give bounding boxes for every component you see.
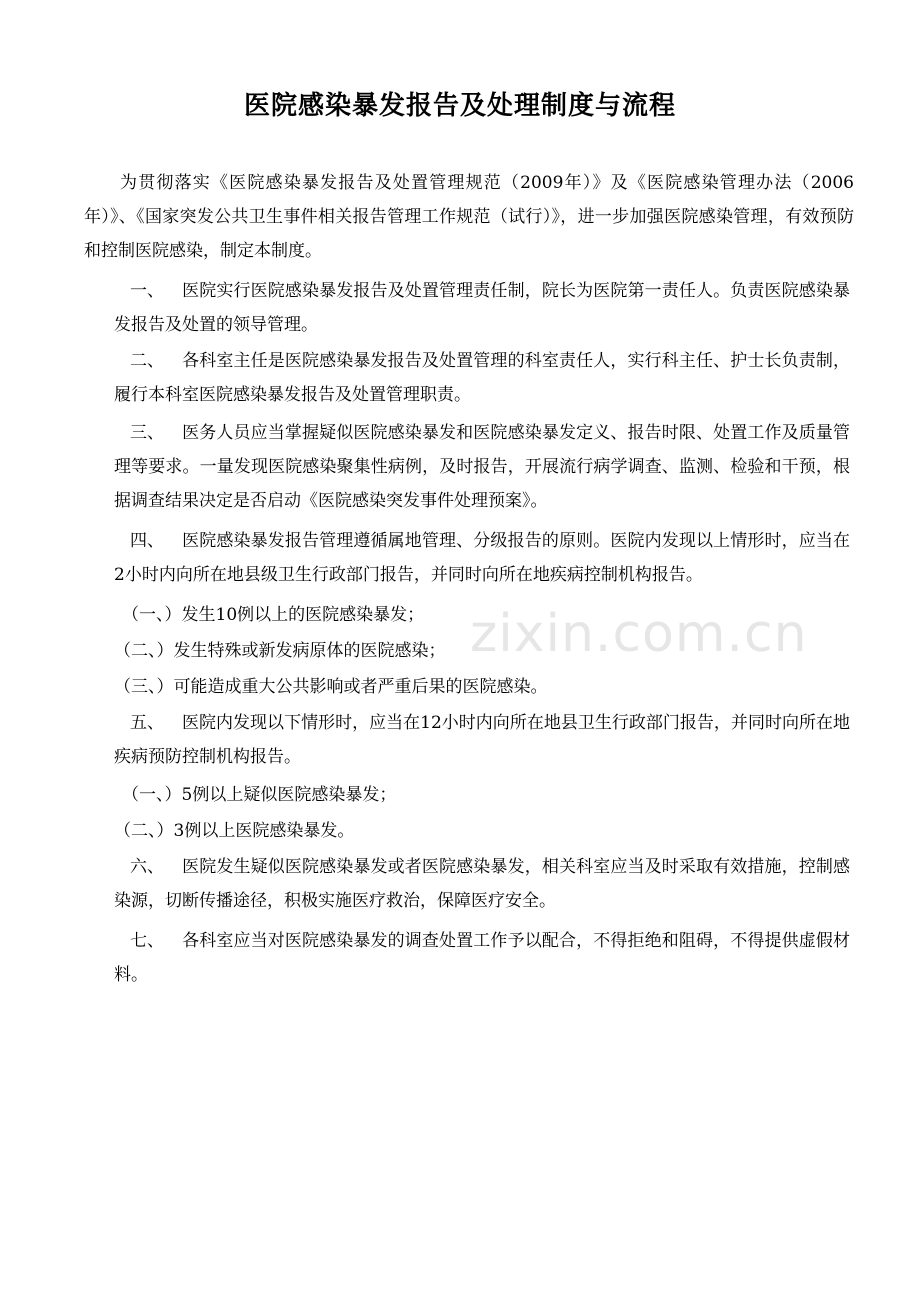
clause-number: 五、 xyxy=(130,713,164,733)
clause-7 xyxy=(114,924,850,992)
clause-number: 三、 xyxy=(130,423,164,443)
clause-text: 各科室主任是医院感染暴发报告及处置管理的科室责任人，实行科主任、护士长负责制，履行本科室医院感染暴发报告及处置管理职责。 xyxy=(114,351,850,405)
clause-number: 二、 xyxy=(130,351,164,371)
intro-paragraph: 为贯彻落实《医院感染暴发报告及处置管理规范（2009年）》及《医院感染管理办法（2006年）》、《国家突发公共卫生事件相关报告管理工作规范（试行）》，进一步加强医院感染管理，有效预防和控制医院感染，制定本制度。 xyxy=(84,173,854,261)
sub-item-5-2: （二、）3例以上医院感染暴发。 xyxy=(114,821,355,841)
document-title: 医院感染暴发报告及处理制度与流程 xyxy=(243,91,676,121)
sub-item-4-3: （三、）可能造成重大公共影响或者严重后果的医院感染。 xyxy=(114,677,548,697)
clause-text: 医务人员应当掌握疑似医院感染暴发和医院感染暴发定义、报告时限、处置工作及质量管理等要求。一量发现医院感染聚集性病例，及时报告，开展流行病学调查、监测、检验和干预，根据调查结果决定是否启动《医院感染突发事件处理预案》。 xyxy=(114,423,850,511)
clause-text: 医院发生疑似医院感染暴发或者医院感染暴发，相关科室应当及时采取有效措施，控制感染源，切断传播途径，积极实施医疗救治，保障医疗安全。 xyxy=(114,857,850,911)
clause-6 xyxy=(114,850,850,918)
clause-1 xyxy=(114,274,850,342)
clause-text: 医院内发现以下情形时，应当在12小时内向所在地县卫生行政部门报告，并同时向所在地疾病预防控制机构报告。 xyxy=(114,713,850,767)
clause-number: 四、 xyxy=(130,531,164,551)
clause-5 xyxy=(114,706,850,774)
clause-number: 七、 xyxy=(130,931,164,951)
clause-text: 医院感染暴发报告管理遵循属地管理、分级报告的原则。医院内发现以上情形时，应当在2小时内向所在地县级卫生行政部门报告，并同时向所在地疾病控制机构报告。 xyxy=(114,531,850,585)
clause-2 xyxy=(114,344,850,412)
clause-text: 医院实行医院感染暴发报告及处置管理责任制，院长为医院第一责任人。负责医院感染暴发报告及处置的领导管理。 xyxy=(114,281,850,335)
clause-3 xyxy=(114,416,850,518)
clause-text: 各科室应当对医院感染暴发的调查处置工作予以配合，不得拒绝和阻碍，不得提供虚假材料。 xyxy=(114,931,850,985)
sub-item-4-2: （二、）发生特殊或新发病原体的医院感染； xyxy=(114,641,446,661)
clause-number: 一、 xyxy=(130,281,164,301)
watermark: zixin.com.cn xyxy=(470,604,808,664)
sub-item-4-1: （一、）发生10例以上的医院感染暴发； xyxy=(122,605,425,625)
clause-4 xyxy=(114,524,850,592)
clause-number: 六、 xyxy=(130,857,164,877)
sub-item-5-1: （一、）5例以上疑似医院感染暴发； xyxy=(122,785,397,805)
